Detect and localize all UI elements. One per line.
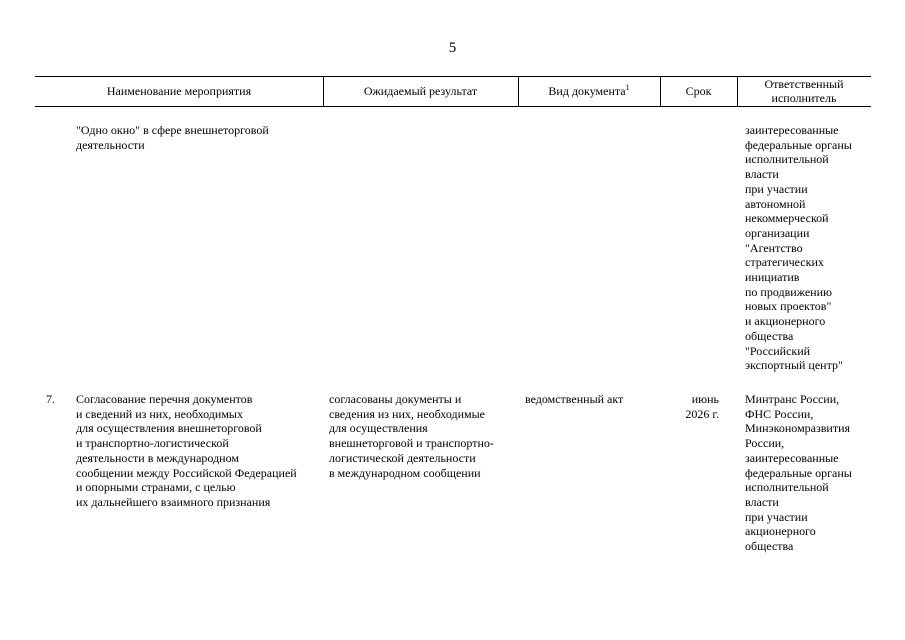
header-name: Наименование мероприятия bbox=[106, 84, 252, 98]
row-1-responsible: заинтересованные федеральные органы исполнительной власти при участии автономной некоммерческой организации "Агентство стратегических инициатив по продвижению новых проектов" и акционерного общества "Российский экспортный центр" bbox=[745, 123, 852, 373]
header-responsible: Ответственный исполнитель bbox=[764, 77, 844, 105]
header-doc-type-label: Вид документа bbox=[548, 84, 626, 98]
row-2-result: согласованы документы и сведения из них, необходимые для осуществления внешнеторговой и транспортно- логистической деятельности в международном сообщении bbox=[329, 392, 494, 480]
page-number: 5 bbox=[448, 40, 457, 56]
header-doc-type bbox=[518, 76, 660, 106]
row-2-name: Согласование перечня документов и сведений из них, необходимых для осуществления внешнеторговой и транспортно-логистической деятельности в международном сообщении между Российской Федерацией и опорными странами, с целью их дальнейшего взаимного признания bbox=[76, 392, 297, 509]
row-2-responsible: Минтранс России, ФНС России, Минэкономразвития России, заинтересованные федеральные органы исполнительной власти при участии акционерного общества bbox=[745, 392, 852, 554]
footnote-marker: 1 bbox=[625, 83, 630, 92]
header-bottom-rule bbox=[35, 106, 871, 107]
row-2-number: 7. bbox=[46, 392, 55, 406]
row-1-name: "Одно окно" в сфере внешнеторговой деятельности bbox=[76, 123, 269, 152]
header-deadline: Срок bbox=[685, 84, 712, 98]
row-2-doc-type: ведомственный акт bbox=[525, 392, 624, 406]
header-result: Ожидаемый результат bbox=[363, 84, 478, 98]
row-2-deadline: июнь 2026 г. bbox=[685, 392, 719, 421]
